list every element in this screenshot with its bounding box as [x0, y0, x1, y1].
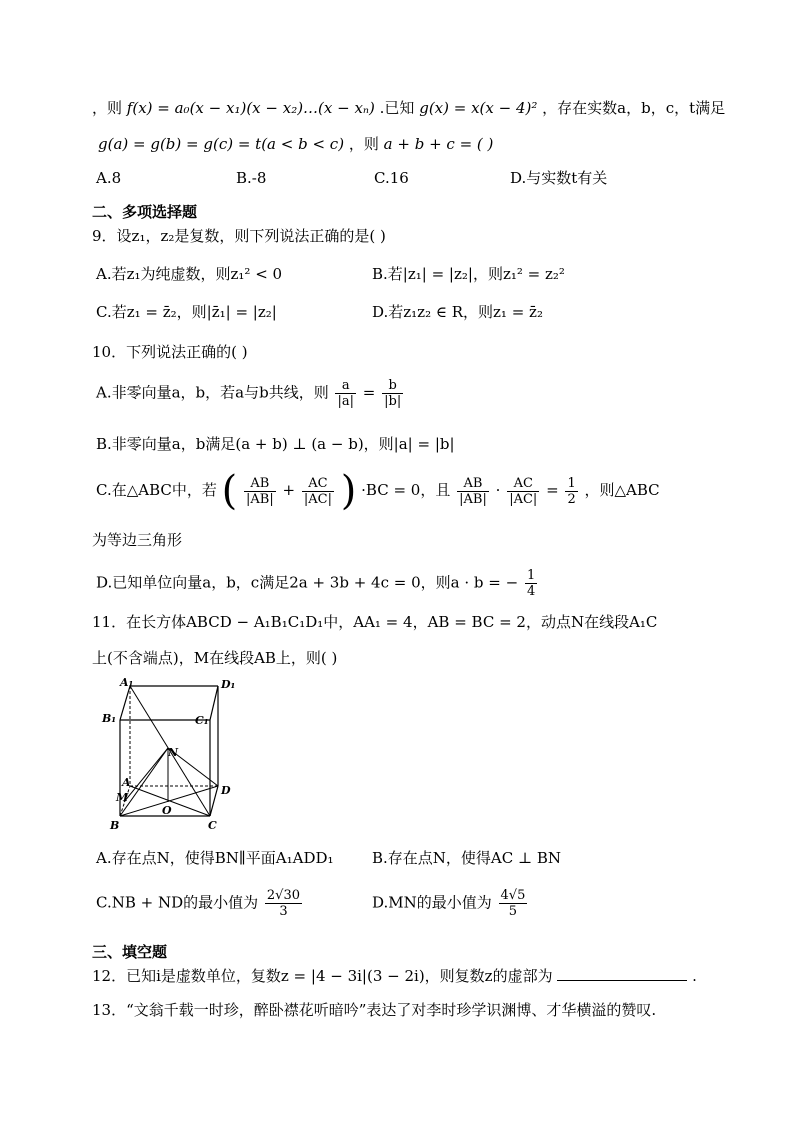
- answer-blank[interactable]: [557, 966, 687, 981]
- label-c: C: [208, 819, 217, 832]
- q8-text: ，则: [348, 135, 379, 153]
- label-c1: C₁: [195, 714, 209, 727]
- q10-option-c: [96, 468, 660, 514]
- q10-option-b: B.非零向量a，b满足(a + b) ⊥ (a − b)，则|a| = |b|: [96, 435, 455, 453]
- q13: 13．“文翁千载一时珍，醉卧襟花听暗吟”表达了对李时珍学识渊博、才华横溢的赞叹.: [92, 1001, 657, 1019]
- q10-option-d: [96, 568, 539, 599]
- q8-text: .已知: [379, 99, 415, 117]
- fraction-denominator: 4: [526, 584, 536, 599]
- label-d1: D₁: [221, 678, 236, 691]
- q8-formula-question: a + b + c = ( ): [383, 135, 494, 153]
- fraction-numerator: AB: [244, 476, 276, 492]
- fraction-a-over-norm: [335, 378, 356, 409]
- fraction-one-half: [565, 476, 577, 507]
- q12-text: 12．已知i是虚数单位，复数z = |4 − 3i|(3 − 2i)，则复数z的虚部为: [92, 967, 553, 985]
- q11-option-a: A.存在点N，使得BN∥平面A₁ADD₁: [96, 849, 334, 867]
- q11-option-b: B.存在点N，使得AC ⊥ BN: [372, 849, 562, 867]
- edge-c-d: [210, 786, 218, 816]
- fraction-denominator: 2: [567, 491, 576, 507]
- q11-option-c: [96, 888, 304, 919]
- fraction-b-over-norm: [382, 378, 403, 409]
- fraction-numerator: a: [335, 378, 356, 394]
- fraction-2sqrt30-over-3: [265, 888, 302, 919]
- q12-end: .: [692, 967, 697, 985]
- label-n: N: [168, 746, 179, 759]
- q8-formula-condition: g(a) = g(b) = g(c) = t(a < b < c): [98, 135, 345, 153]
- cuboid-figure: [100, 674, 240, 834]
- q10-option-a-text: A.非零向量a，b，若a与b共线，则: [96, 383, 329, 402]
- q10-stem: 10．下列说法正确的( ): [92, 343, 248, 361]
- fraction-one-quarter: [525, 568, 537, 599]
- q8-option-b: B.-8: [236, 169, 267, 187]
- q11-stem-line2: 上(不含端点)，M在线段AB上，则( ): [92, 649, 338, 667]
- edge-d1-c1: [210, 686, 218, 720]
- equals-sign: =: [546, 481, 559, 499]
- q11-stem-line1: 11．在长方体ABCD − A₁B₁C₁D₁中，AA₁ = 4，AB = BC = 2，动点N在线段A₁C: [92, 613, 658, 631]
- fraction-denominator: |a|: [337, 394, 354, 409]
- fraction-denominator: 3: [279, 904, 288, 919]
- left-paren: (: [221, 468, 238, 514]
- q9-stem: 9．设z₁，z₂是复数，则下列说法正确的是( ): [92, 227, 386, 245]
- fraction-numerator: b: [382, 378, 403, 394]
- q8-option-d: D.与实数t有关: [510, 169, 608, 187]
- section-title-multiple-choice: 二、多项选择题: [92, 203, 198, 221]
- q8-option-a: A.8: [96, 169, 122, 187]
- fraction-numerator: AB: [457, 476, 489, 492]
- q11-option-d: [372, 888, 529, 919]
- fraction-numerator: 1: [526, 568, 536, 583]
- q12: [92, 966, 697, 986]
- label-d: D: [221, 784, 231, 797]
- q11-option-d-text: D.MN的最小值为: [372, 893, 492, 912]
- fraction-ab-unit: [244, 476, 276, 507]
- q8-formula-g: g(x) = x(x − 4)²: [419, 99, 538, 117]
- q8-text: ，则: [92, 99, 123, 117]
- dot-operator: ·: [495, 481, 501, 499]
- segment-n-m: [124, 748, 168, 802]
- fraction-numerator: AC: [302, 476, 334, 492]
- q11-option-c-text: C.NB + ND的最小值为: [96, 893, 259, 912]
- q8-line2: [98, 134, 493, 154]
- q8-option-c: C.16: [374, 169, 409, 187]
- q9-option-c: C.若z₁ = z̄₂，则|z̄₁| = |z₂|: [96, 303, 277, 321]
- q10-option-d-text: D.已知单位向量a，b，c满足2a + 3b + 4c = 0，则a · b = −: [96, 573, 519, 592]
- label-b: B: [110, 819, 120, 832]
- label-a: A: [122, 776, 131, 789]
- q10-option-c-mid: ·BC = 0，且: [361, 481, 451, 499]
- plus-sign: +: [282, 481, 296, 499]
- q10-option-c-text: C.在△ABC中，若: [96, 481, 217, 499]
- label-a1: A₁: [120, 676, 134, 689]
- q10-option-a: [96, 378, 405, 409]
- label-m: M: [116, 791, 129, 804]
- fraction-denominator: 5: [508, 904, 518, 919]
- fraction-denominator: |b|: [384, 394, 402, 409]
- q9-option-b: B.若|z₁| = |z₂|，则z₁² = z₂²: [372, 265, 565, 283]
- fraction-numerator: AC: [507, 476, 539, 492]
- fraction-ac-unit: [302, 476, 334, 507]
- label-o: O: [162, 804, 172, 817]
- fraction-denominator: |AC|: [509, 491, 538, 507]
- fraction-ab-unit: [457, 476, 489, 507]
- fraction-denominator: |AB|: [246, 491, 274, 507]
- equals-sign: =: [362, 383, 376, 402]
- right-paren: ): [340, 468, 357, 514]
- fraction-4sqrt5-over-5: [499, 888, 528, 919]
- edge-a1-b1: [120, 686, 130, 720]
- q8-formula-f: f(x) = a₀(x − x₁)(x − x₂)…(x − xₙ): [126, 99, 375, 117]
- q8-text: ，存在实数a，b，c，t满足: [542, 99, 726, 117]
- q8-line1: [92, 98, 725, 118]
- fraction-denominator: |AC|: [303, 491, 332, 507]
- fraction-numerator: 1: [567, 475, 576, 491]
- q10-option-c-tail: ，则△ABC: [584, 481, 660, 499]
- fraction-ac-unit: [507, 476, 539, 507]
- q9-option-a: A.若z₁为纯虚数，则z₁² < 0: [96, 265, 283, 283]
- fraction-denominator: |AB|: [459, 491, 487, 507]
- q9-option-d: D.若z₁z₂ ∈ R，则z₁ = z̄₂: [372, 303, 543, 321]
- q10-option-c-line2: 为等边三角形: [92, 531, 183, 549]
- fraction-numerator: 4√5: [500, 888, 526, 903]
- section-title-fill-in: 三、填空题: [92, 943, 168, 961]
- fraction-numerator: 2√30: [266, 888, 301, 903]
- label-b1: B₁: [102, 712, 117, 725]
